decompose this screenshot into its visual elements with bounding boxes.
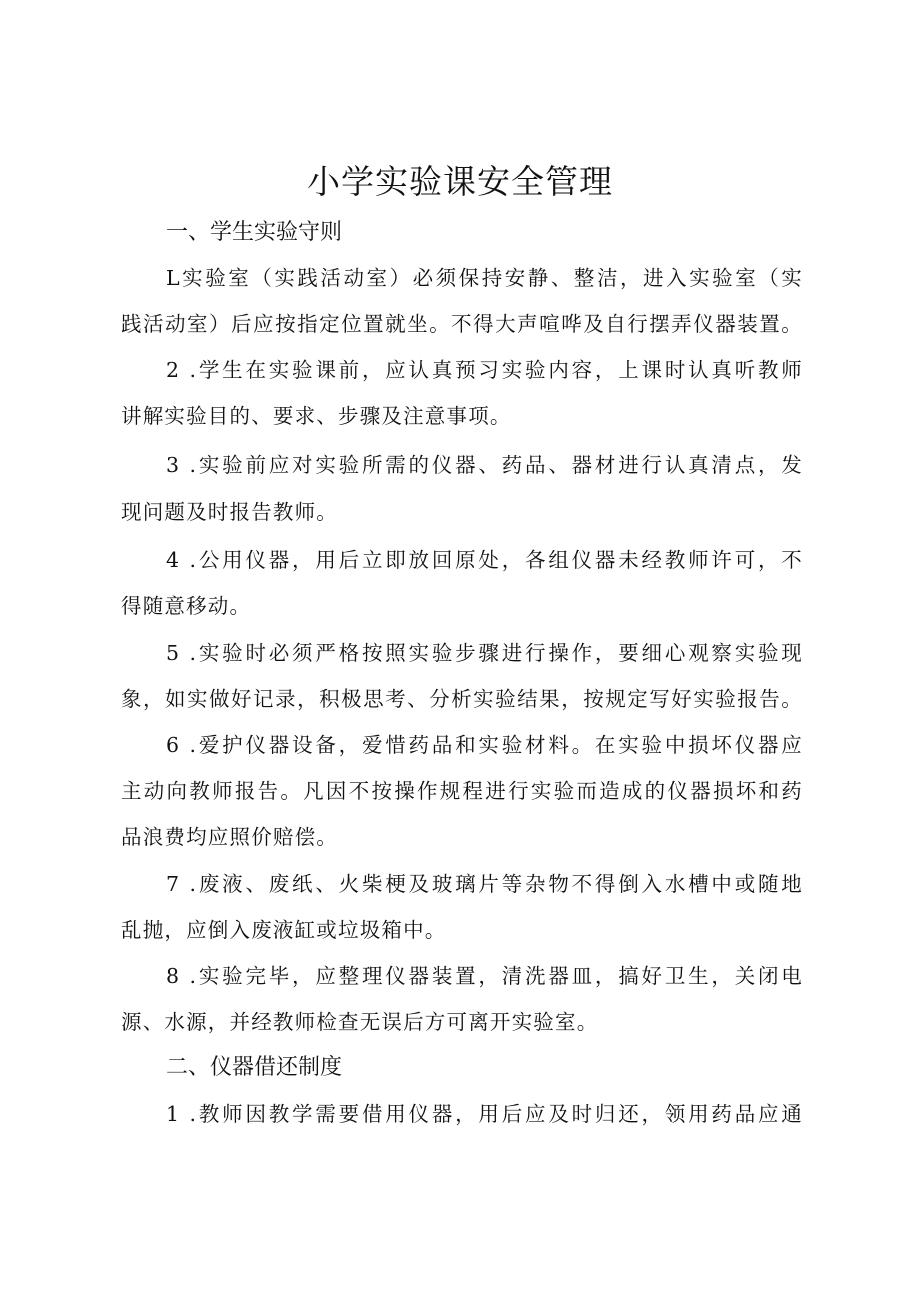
rule-3-line-1: 3 .实验前应对实验所需的仪器、药品、器材进行认真清点，发 xyxy=(166,453,803,477)
rule-5-line-1: 5 .实验时必须严格按照实验步骤进行操作，要细心观察实验现 xyxy=(166,641,803,665)
rule-8-line-1: 8 .实验完毕，应整理仪器装置，清洗器皿，搞好卫生，关闭电 xyxy=(166,964,803,988)
section-heading-borrow-return: 二、仪器借还制度 xyxy=(166,1055,343,1080)
rule-7-line-1: 7 .废液、废纸、火柴梗及玻璃片等杂物不得倒入水槽中或随地 xyxy=(166,872,803,896)
rule-5-line-2: 象，如实做好记录，积极思考、分析实验结果，按规定写好实验报告。 xyxy=(121,687,803,711)
rule-6-line-3: 品浪费均应照价赔偿。 xyxy=(121,825,338,849)
rule-4-line-2: 得随意移动。 xyxy=(121,594,252,618)
rule-3-line-2: 现问题及时报告教师。 xyxy=(121,500,338,524)
rule-8-line-2: 源、水源，并经教师检查无误后方可离开实验室。 xyxy=(121,1010,599,1034)
rule-2-line-1: 2 .学生在实验课前，应认真预习实验内容，上课时认真听教师 xyxy=(166,358,803,382)
section-heading-student-rules: 一、学生实验守则 xyxy=(166,220,343,245)
rule-7-line-2: 乱抛，应倒入废液缸或垃圾箱中。 xyxy=(121,918,447,942)
document-title: 小学实验课安全管理 xyxy=(307,162,613,201)
rule-4-line-1: 4 .公用仪器，用后立即放回原处，各组仪器未经教师许可，不 xyxy=(166,548,803,572)
rule-1-line-2: 践活动室）后应按指定位置就坐。不得大声喧哗及自行摆弄仪器装置。 xyxy=(121,312,803,336)
rule-6-line-2: 主动向教师报告。凡因不按操作规程进行实验而造成的仪器损坏和药 xyxy=(121,779,803,803)
borrow-rule-1-line-1: 1 .教师因教学需要借用仪器，用后应及时归还，领用药品应通 xyxy=(166,1102,803,1126)
rule-1-line-1: L实验室（实践活动室）必须保持安静、整洁，进入实验室（实 xyxy=(166,266,803,290)
rule-2-line-2: 讲解实验目的、要求、步骤及注意事项。 xyxy=(121,404,512,428)
rule-6-line-1: 6 .爱护仪器设备，爱惜药品和实验材料。在实验中损坏仪器应 xyxy=(166,733,803,757)
